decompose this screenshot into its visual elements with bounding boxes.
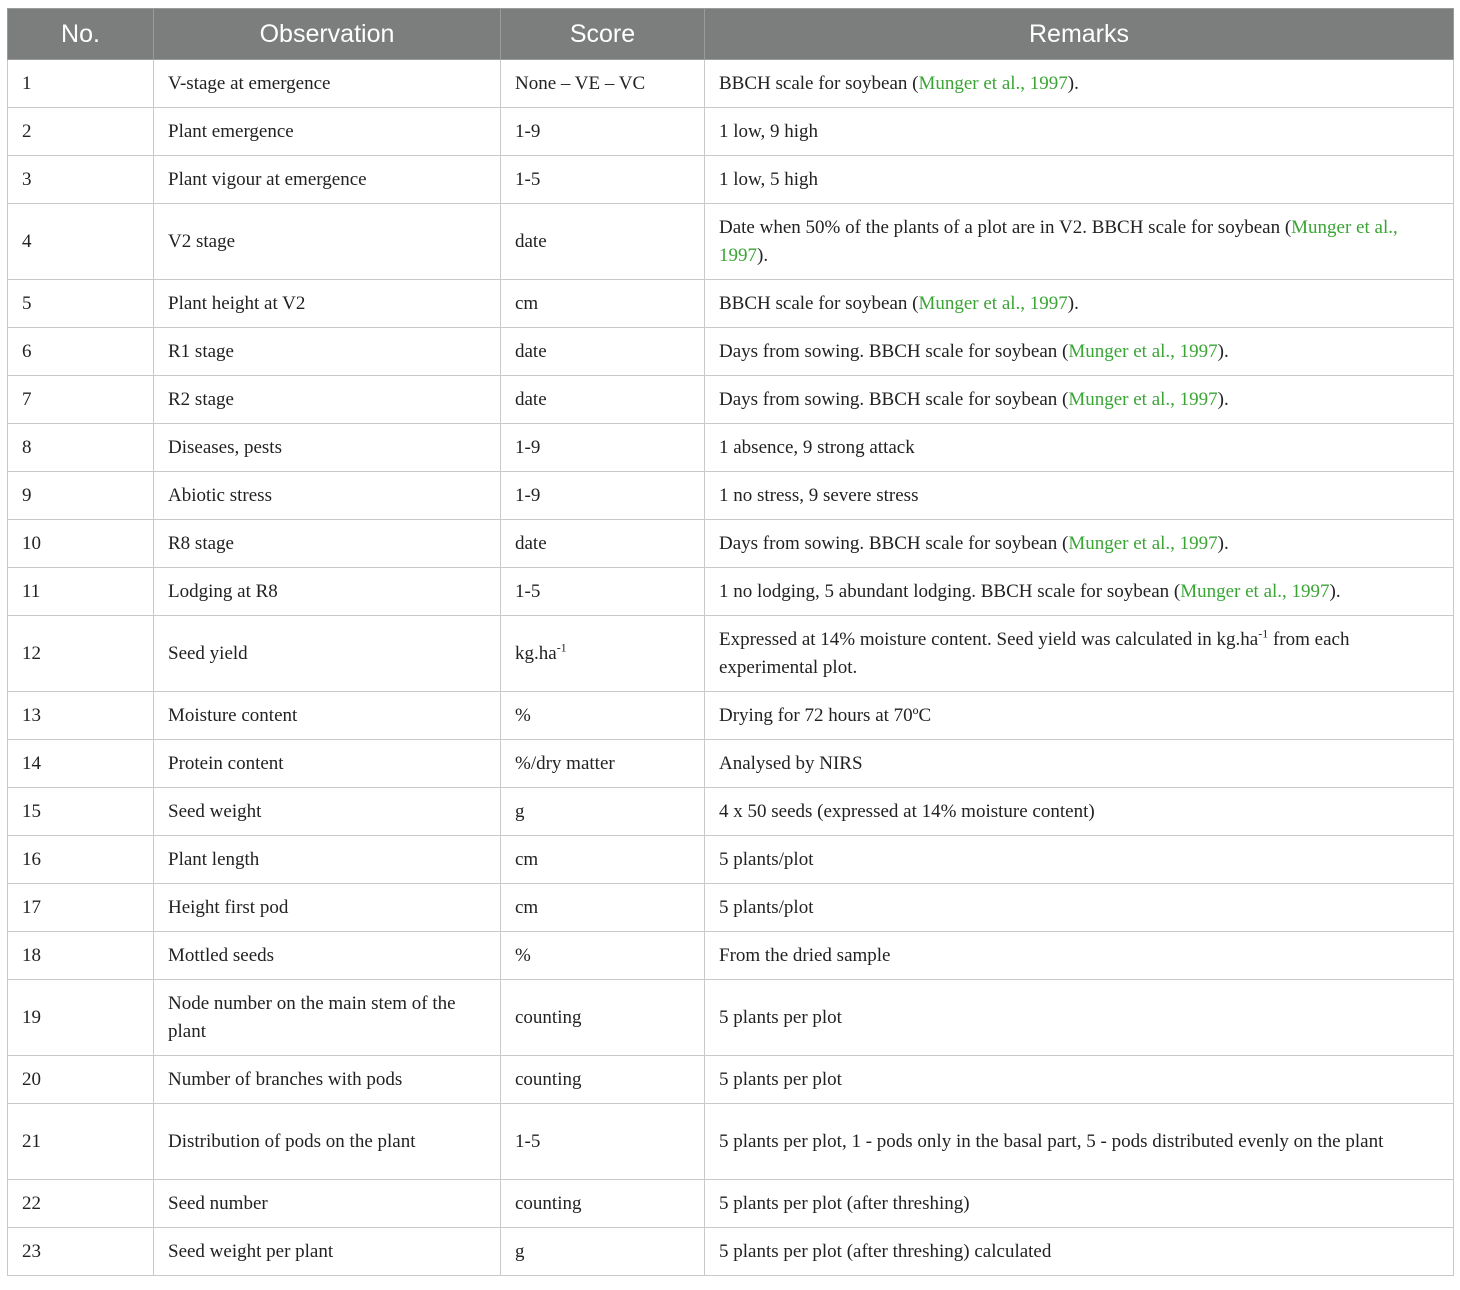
header-observation: Observation <box>154 9 501 60</box>
cell-score-text: counting <box>515 1068 582 1090</box>
cell-score <box>501 280 705 328</box>
table-row <box>8 884 1454 932</box>
cell-observation <box>154 108 501 156</box>
cell-no-text: 2 <box>22 120 32 142</box>
observations-table <box>7 8 1454 1276</box>
cell-score-text: date <box>515 340 547 362</box>
remark-text-end: ). <box>1217 532 1229 554</box>
cell-no <box>8 740 154 788</box>
score-superscript: -1 <box>556 640 567 655</box>
cell-observation <box>154 1104 501 1180</box>
citation-link[interactable]: Munger et al., 1997 <box>1180 580 1330 602</box>
cell-remarks <box>705 204 1454 280</box>
remark-text-end: from each experimental plot. <box>719 628 1350 678</box>
cell-no-text: 20 <box>22 1068 41 1090</box>
cell-score <box>501 1056 705 1104</box>
remark-text: 5 plants per plot, 1 - pods only in the basal part, 5 - pods distributed evenly on the plant <box>719 1130 1384 1152</box>
table-row <box>8 156 1454 204</box>
table-row <box>8 424 1454 472</box>
remark-text: Days from sowing. BBCH scale for soybean ( <box>719 340 1069 362</box>
cell-remarks <box>705 1180 1454 1228</box>
cell-score-text: 1-5 <box>515 580 541 602</box>
cell-score-text: 1-5 <box>515 1130 541 1152</box>
cell-remarks <box>705 520 1454 568</box>
citation-link[interactable]: Munger et al., 1997 <box>1068 532 1218 554</box>
cell-no-text: 13 <box>22 704 41 726</box>
table-row <box>8 836 1454 884</box>
cell-score-text: cm <box>515 848 539 870</box>
cell-observation-text: Diseases, pests <box>168 436 282 458</box>
cell-score <box>501 980 705 1056</box>
cell-score-text: 1-9 <box>515 120 541 142</box>
cell-remarks <box>705 980 1454 1056</box>
cell-remarks <box>705 280 1454 328</box>
cell-no-text: 8 <box>22 436 32 458</box>
remark-text-end: ). <box>757 244 769 266</box>
cell-no <box>8 424 154 472</box>
cell-no <box>8 616 154 692</box>
cell-observation <box>154 788 501 836</box>
cell-score <box>501 836 705 884</box>
cell-score-text: kg.ha <box>515 642 557 664</box>
cell-no <box>8 472 154 520</box>
cell-no <box>8 836 154 884</box>
cell-remarks <box>705 1104 1454 1180</box>
cell-score-text: date <box>515 388 547 410</box>
table-row <box>8 788 1454 836</box>
cell-remarks <box>705 836 1454 884</box>
cell-remarks <box>705 108 1454 156</box>
remark-text: 1 absence, 9 strong attack <box>719 436 915 458</box>
cell-score <box>501 788 705 836</box>
table-row <box>8 932 1454 980</box>
remark-text: 1 no stress, 9 severe stress <box>719 484 919 506</box>
cell-score <box>501 376 705 424</box>
cell-observation-text: R1 stage <box>168 340 234 362</box>
cell-remarks <box>705 376 1454 424</box>
remark-text: Analysed by NIRS <box>719 752 863 774</box>
cell-observation <box>154 884 501 932</box>
cell-no-text: 16 <box>22 848 41 870</box>
cell-no-text: 11 <box>22 580 41 602</box>
cell-no <box>8 1056 154 1104</box>
remark-text-end: ). <box>1217 388 1229 410</box>
cell-remarks <box>705 740 1454 788</box>
cell-observation-text: Plant emergence <box>168 120 294 142</box>
remark-text-end: ). <box>1067 292 1079 314</box>
cell-observation-text: Moisture content <box>168 704 298 726</box>
cell-no-text: 18 <box>22 944 41 966</box>
cell-score <box>501 204 705 280</box>
citation-link[interactable]: Munger et al., 1997 <box>1068 340 1218 362</box>
cell-score-text: g <box>515 800 525 822</box>
remark-text: BBCH scale for soybean ( <box>719 72 919 94</box>
cell-observation-text: Plant height at V2 <box>168 292 306 314</box>
cell-observation-text: V2 stage <box>168 230 236 252</box>
cell-no-text: 23 <box>22 1240 41 1262</box>
cell-no <box>8 1228 154 1276</box>
cell-observation <box>154 280 501 328</box>
cell-observation <box>154 740 501 788</box>
cell-observation-text: Node number on the main stem of the plant <box>168 992 456 1042</box>
cell-remarks <box>705 1228 1454 1276</box>
remark-text: 5 plants per plot (after threshing) calculated <box>719 1240 1052 1262</box>
remark-text: 5 plants/plot <box>719 896 814 918</box>
remark-text: 4 x 50 seeds (expressed at 14% moisture content) <box>719 800 1095 822</box>
cell-remarks <box>705 472 1454 520</box>
cell-score <box>501 932 705 980</box>
cell-remarks <box>705 156 1454 204</box>
cell-score-text: % <box>515 944 531 966</box>
citation-link[interactable]: Munger et al., 1997 <box>918 292 1068 314</box>
table-row <box>8 692 1454 740</box>
cell-observation-text: Plant vigour at emergence <box>168 168 367 190</box>
cell-observation-text: Lodging at R8 <box>168 580 278 602</box>
cell-observation <box>154 568 501 616</box>
cell-remarks <box>705 692 1454 740</box>
table-row <box>8 568 1454 616</box>
remark-text-end: ). <box>1067 72 1079 94</box>
cell-remarks <box>705 884 1454 932</box>
cell-no-text: 22 <box>22 1192 41 1214</box>
remark-text: Expressed at 14% moisture content. Seed yield was calculated in kg.ha <box>719 628 1259 650</box>
remark-text: From the dried sample <box>719 944 891 966</box>
cell-observation-text: R2 stage <box>168 388 234 410</box>
remark-text-end: ). <box>1329 580 1341 602</box>
cell-no <box>8 932 154 980</box>
cell-no-text: 9 <box>22 484 32 506</box>
cell-observation <box>154 932 501 980</box>
cell-score <box>501 156 705 204</box>
remark-text: 5 plants per plot <box>719 1068 842 1090</box>
cell-score-text: 1-5 <box>515 168 541 190</box>
cell-score <box>501 1228 705 1276</box>
remark-text: BBCH scale for soybean ( <box>719 292 919 314</box>
cell-observation <box>154 1180 501 1228</box>
header-remarks: Remarks <box>705 9 1454 60</box>
remark-text: Days from sowing. BBCH scale for soybean ( <box>719 388 1069 410</box>
cell-score <box>501 692 705 740</box>
cell-score-text: g <box>515 1240 525 1262</box>
remark-text: 1 no lodging, 5 abundant lodging. BBCH scale for soybean ( <box>719 580 1181 602</box>
table-row <box>8 328 1454 376</box>
table-row <box>8 1228 1454 1276</box>
cell-score <box>501 472 705 520</box>
cell-no-text: 4 <box>22 230 32 252</box>
table-row <box>8 1180 1454 1228</box>
cell-score-text: % <box>515 704 531 726</box>
cell-no <box>8 204 154 280</box>
remark-text: 5 plants per plot <box>719 1006 842 1028</box>
remark-text: Days from sowing. BBCH scale for soybean ( <box>719 532 1069 554</box>
cell-remarks <box>705 568 1454 616</box>
header-score: Score <box>501 9 705 60</box>
cell-no <box>8 568 154 616</box>
remark-text: 1 low, 9 high <box>719 120 819 142</box>
cell-score <box>501 424 705 472</box>
cell-observation-text: Abiotic stress <box>168 484 272 506</box>
cell-no <box>8 156 154 204</box>
cell-no-text: 3 <box>22 168 32 190</box>
table-row <box>8 204 1454 280</box>
cell-observation-text: Number of branches with pods <box>168 1068 403 1090</box>
cell-no-text: 14 <box>22 752 41 774</box>
cell-observation-text: Seed weight per plant <box>168 1240 334 1262</box>
cell-remarks <box>705 60 1454 108</box>
remark-text-end: ). <box>1217 340 1229 362</box>
cell-observation-text: Protein content <box>168 752 284 774</box>
cell-observation-text: R8 stage <box>168 532 234 554</box>
citation-link[interactable]: Munger et al., 1997 <box>918 72 1068 94</box>
cell-score-text: 1-9 <box>515 484 541 506</box>
cell-remarks <box>705 932 1454 980</box>
table-row <box>8 108 1454 156</box>
cell-observation <box>154 692 501 740</box>
cell-no <box>8 1180 154 1228</box>
cell-score-text: date <box>515 230 547 252</box>
cell-score <box>501 1180 705 1228</box>
cell-score-text: counting <box>515 1006 582 1028</box>
cell-score-text: 1-9 <box>515 436 541 458</box>
cell-observation <box>154 60 501 108</box>
cell-no-text: 1 <box>22 72 32 94</box>
cell-observation-text: Plant length <box>168 848 260 870</box>
cell-no <box>8 884 154 932</box>
cell-remarks <box>705 616 1454 692</box>
cell-observation-text: Seed yield <box>168 642 248 664</box>
table-row <box>8 1104 1454 1180</box>
cell-remarks <box>705 424 1454 472</box>
cell-no <box>8 1104 154 1180</box>
cell-score <box>501 108 705 156</box>
cell-no-text: 19 <box>22 1006 41 1028</box>
cell-no <box>8 60 154 108</box>
cell-score-text: cm <box>515 292 539 314</box>
cell-score <box>501 520 705 568</box>
cell-observation <box>154 328 501 376</box>
table-row <box>8 1056 1454 1104</box>
cell-score <box>501 328 705 376</box>
cell-score-text: None – VE – VC <box>515 72 646 94</box>
cell-observation <box>154 1056 501 1104</box>
cell-no-text: 12 <box>22 642 41 664</box>
table-header <box>8 9 1454 60</box>
citation-link[interactable]: Munger et al., 1997 <box>1068 388 1218 410</box>
cell-no <box>8 520 154 568</box>
cell-score <box>501 568 705 616</box>
table-row <box>8 376 1454 424</box>
cell-no <box>8 280 154 328</box>
cell-observation-text: Mottled seeds <box>168 944 275 966</box>
cell-observation-text: Distribution of pods on the plant <box>168 1130 416 1152</box>
cell-no-text: 5 <box>22 292 32 314</box>
cell-observation <box>154 376 501 424</box>
cell-observation-text: Seed weight <box>168 800 262 822</box>
cell-score-text: counting <box>515 1192 582 1214</box>
cell-observation-text: Height first pod <box>168 896 289 918</box>
table-row <box>8 616 1454 692</box>
cell-score <box>501 884 705 932</box>
cell-observation-text: Seed number <box>168 1192 268 1214</box>
remark-text: Date when 50% of the plants of a plot are in V2. BBCH scale for soybean ( <box>719 216 1292 238</box>
table-row <box>8 280 1454 328</box>
cell-no-text: 6 <box>22 340 32 362</box>
cell-no <box>8 376 154 424</box>
cell-no <box>8 692 154 740</box>
cell-no <box>8 328 154 376</box>
cell-observation-text: V-stage at emergence <box>168 72 331 94</box>
cell-no-text: 17 <box>22 896 41 918</box>
cell-observation <box>154 472 501 520</box>
table-body <box>8 60 1454 1276</box>
cell-observation <box>154 520 501 568</box>
cell-no-text: 7 <box>22 388 32 410</box>
table-row <box>8 472 1454 520</box>
cell-remarks <box>705 788 1454 836</box>
remark-text: 5 plants per plot (after threshing) <box>719 1192 970 1214</box>
header-no: No. <box>8 9 154 60</box>
cell-no-text: 21 <box>22 1130 41 1152</box>
remark-text: Drying for 72 hours at 70ºC <box>719 704 932 726</box>
cell-score <box>501 1104 705 1180</box>
cell-no <box>8 108 154 156</box>
remark-text: 5 plants/plot <box>719 848 814 870</box>
cell-score <box>501 60 705 108</box>
citation-link[interactable]: Munger et al., 1997 <box>719 216 1398 266</box>
table-row <box>8 60 1454 108</box>
table-row <box>8 980 1454 1056</box>
cell-score <box>501 616 705 692</box>
table-row <box>8 520 1454 568</box>
cell-score <box>501 740 705 788</box>
table-row <box>8 740 1454 788</box>
cell-no-text: 10 <box>22 532 41 554</box>
cell-observation <box>154 156 501 204</box>
cell-no-text: 15 <box>22 800 41 822</box>
cell-score-text: cm <box>515 896 539 918</box>
header-row <box>8 9 1454 60</box>
cell-score-text: %/dry matter <box>515 752 615 774</box>
remark-superscript: -1 <box>1258 626 1269 641</box>
cell-no <box>8 788 154 836</box>
cell-no <box>8 980 154 1056</box>
cell-observation <box>154 204 501 280</box>
remark-text: 1 low, 5 high <box>719 168 819 190</box>
cell-observation <box>154 836 501 884</box>
cell-score-text: date <box>515 532 547 554</box>
cell-observation <box>154 616 501 692</box>
cell-observation <box>154 1228 501 1276</box>
cell-observation <box>154 980 501 1056</box>
cell-remarks <box>705 1056 1454 1104</box>
cell-observation <box>154 424 501 472</box>
cell-remarks <box>705 328 1454 376</box>
